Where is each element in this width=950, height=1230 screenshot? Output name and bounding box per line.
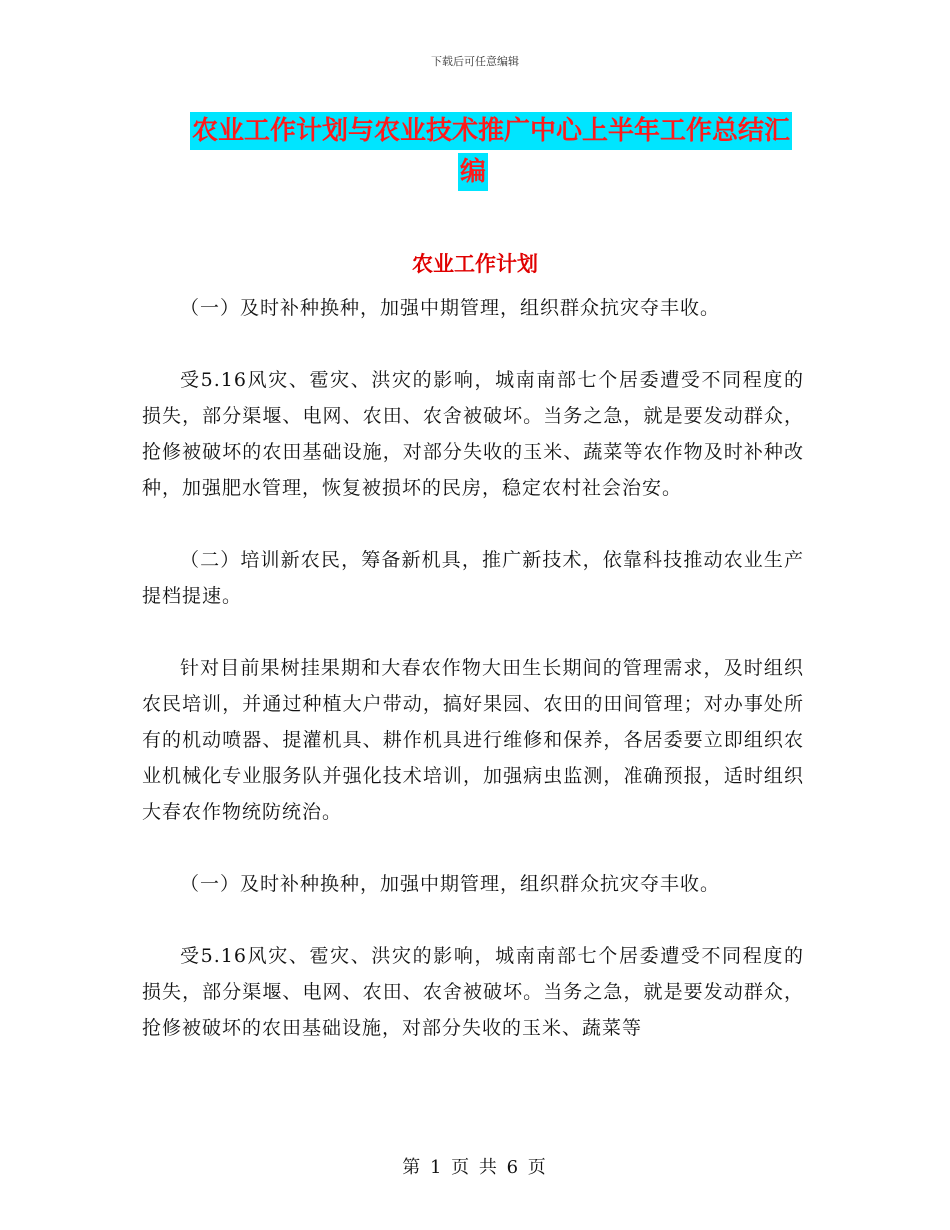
paragraph-4: 针对目前果树挂果期和大春农作物大田生长期间的管理需求，及时组织农民培训，并通过种植大户带动，搞好果园、农田的田间管理；对办事处所有的机动喷器、提灌机具、耕作机具进行维修和保养，各居委要立即组织农业机械化专业服务队并强化技术培训，加强病虫监测，准确预报，适时组织大春农作物统防统治。 <box>142 657 804 823</box>
paragraph-3: （二）培训新农民，筹备新机具，推广新技术，依靠科技推动农业生产提档提速。 <box>142 549 804 607</box>
document-body <box>142 290 804 1046</box>
header-note: 下载后可任意编辑 <box>431 55 519 68</box>
paragraph-5: （一）及时补种换种，加强中期管理，组织群众抗灾夺丰收。 <box>180 873 721 895</box>
page-indicator: 第 1 页 共 6 页 <box>402 1157 548 1178</box>
paragraph-6: 受5.16风灾、雹灾、洪灾的影响，城南南部七个居委遭受不同程度的损失，部分渠堰、电网、农田、农舍被破坏。当务之急，就是要发动群众，抢修被破坏的农田基础设施，对部分失收的玉米、蔬菜等 <box>142 945 804 1039</box>
document-title-line-1: 农业工作计划与农业技术推广中心上半年工作总结汇 <box>190 112 792 150</box>
paragraph-2: 受5.16风灾、雹灾、洪灾的影响，城南南部七个居委遭受不同程度的损失，部分渠堰、电网、农田、农舍被破坏。当务之急，就是要发动群众，抢修被破坏的农田基础设施，对部分失收的玉米、蔬菜等农作物及时补种改种，加强肥水管理，恢复被损坏的民房，稳定农村社会治安。 <box>142 369 804 499</box>
paragraph-1: （一）及时补种换种，加强中期管理，组织群众抗灾夺丰收。 <box>180 297 721 319</box>
section-heading: 农业工作计划 <box>412 252 538 276</box>
document-title <box>190 112 810 187</box>
document-title-line-2: 编 <box>458 153 488 191</box>
